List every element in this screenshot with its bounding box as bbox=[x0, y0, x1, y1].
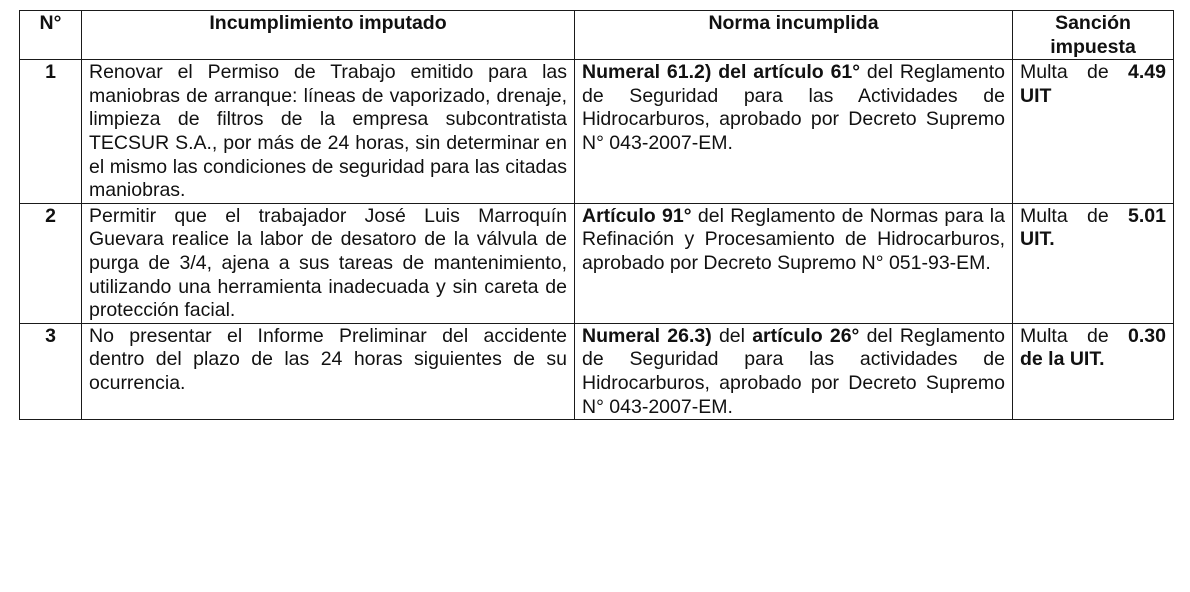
sanction-amount: 5.01 UIT. bbox=[1020, 204, 1166, 251]
breach-cell: Renovar el Permiso de Trabajo emitido para las maniobras de arranque: líneas de vaporizado, drenaje, limpieza de filtros de la empresa subcontratista TECSUR S.A., por más de 24 horas, sin determinar en el mismo las condiciones de seguridad para las citadas maniobras. bbox=[82, 60, 575, 204]
sanction-amount: 0.30 de la UIT. bbox=[1020, 324, 1166, 371]
penalties-table bbox=[19, 10, 1174, 420]
breach-cell: Permitir que el trabajador José Luis Marroquín Guevara realice la labor de desatoro de la válvula de purga de 3/4, ajena a sus tareas de mantenimiento, utilizando una herramienta inadecuada y sin careta de protección facial. bbox=[82, 203, 575, 323]
row-number: 1 bbox=[20, 60, 82, 204]
sanction-cell bbox=[1013, 60, 1174, 204]
norm-bold: Numeral 61.2) del artículo 61° bbox=[582, 61, 861, 84]
table-row bbox=[20, 203, 1174, 323]
table-row bbox=[20, 323, 1174, 419]
sanction-cell bbox=[1013, 203, 1174, 323]
row-number: 3 bbox=[20, 323, 82, 419]
row-number: 2 bbox=[20, 203, 82, 323]
header-norm: Norma incumplida bbox=[575, 11, 1013, 60]
header-sanction: Sanción impuesta bbox=[1013, 11, 1174, 60]
table-row bbox=[20, 60, 1174, 204]
norm-bold-2: artículo 26° bbox=[752, 324, 860, 347]
header-num: N° bbox=[20, 11, 82, 60]
breach-cell: No presentar el Informe Preliminar del accidente dentro del plazo de las 24 horas siguientes de su ocurrencia. bbox=[82, 323, 575, 419]
sanction-cell bbox=[1013, 323, 1174, 419]
header-row bbox=[20, 11, 1174, 60]
sanction-amount: 4.49 UIT bbox=[1020, 61, 1166, 107]
norm-text: del Reglamento de Normas para la Refinación y Procesamiento de Hidrocarburos, aprobado por Decreto Supremo N° 051-93-EM. bbox=[582, 204, 1005, 274]
norm-cell bbox=[575, 323, 1013, 419]
sanction-prefix: Multa de bbox=[1020, 204, 1129, 227]
norm-bold: Numeral 26.3) bbox=[582, 324, 712, 347]
sanction-prefix: Multa de bbox=[1020, 324, 1129, 347]
norm-text: del Reglamento de Seguridad para las actividades de Hidrocarburos, aprobado por Decreto Supremo N° 043-2007-EM. bbox=[582, 324, 1005, 418]
sanction-prefix: Multa de bbox=[1020, 61, 1129, 84]
norm-text: del bbox=[711, 324, 753, 347]
norm-text: del Reglamento de Seguridad para las Actividades de Hidrocarburos, aprobado por Decreto Supremo N° 043-2007-EM. bbox=[582, 61, 1005, 154]
norm-cell bbox=[575, 203, 1013, 323]
norm-bold: Artículo 91° bbox=[582, 204, 692, 227]
norm-cell bbox=[575, 60, 1013, 204]
header-breach: Incumplimiento imputado bbox=[82, 11, 575, 60]
